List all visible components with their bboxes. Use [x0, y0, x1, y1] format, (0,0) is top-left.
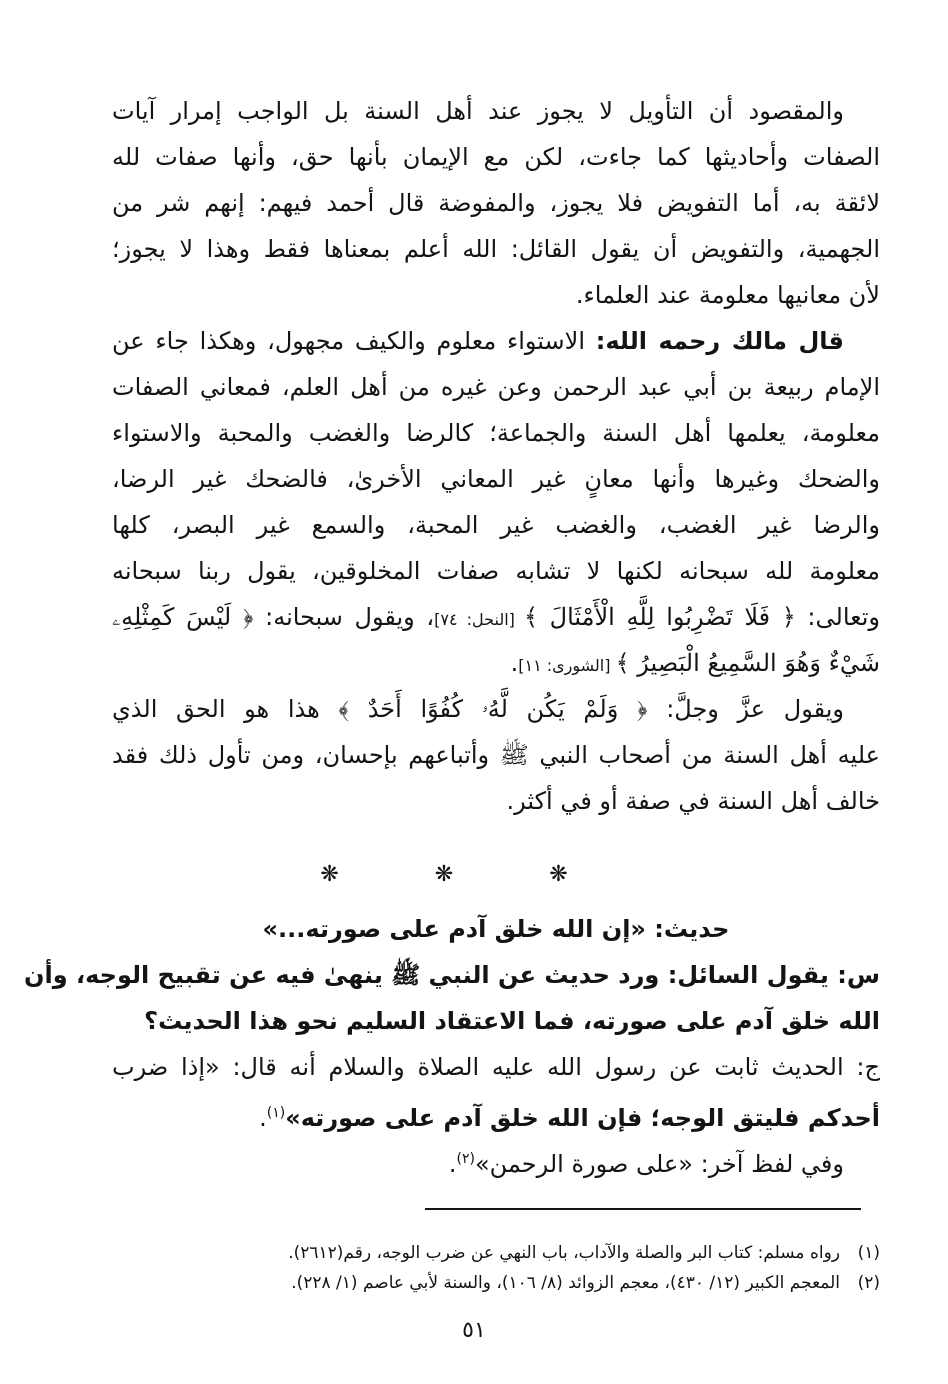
paragraph-1-line-1: والمقصود أن التأويل لا يجوز عند أهل السنة بل الواجب إمرار آيات — [112, 97, 844, 125]
paragraph-2-line-3: معلومة، يعلمها أهل السنة والجماعة؛ كالرضا والغضب والمحبة والاستواء — [112, 419, 880, 447]
star-ornament-icon: ❋ — [320, 862, 399, 887]
heading-quote: «إن الله خلق آدم على صورته...» — [262, 915, 646, 943]
paragraph-2-line-7 — [112, 594, 880, 640]
answer-line-3 — [112, 1136, 880, 1182]
line-text: . — [259, 1104, 267, 1132]
answer-line-1: ج: الحديث ثابت عن رسول الله عليه الصلاة والسلام أنه قال: «إذا ضرب — [112, 1053, 880, 1081]
paragraph-2-line-4: والضحك وغيرها وأنها معانٍ غير المعاني الأخرىٰ، فالضحك غير الرضا، — [112, 465, 880, 493]
paragraph-2-line-5: والرضا غير الغضب، والغضب غير المحبة، والسمع غير البصر، كلها — [112, 511, 880, 539]
line-text: . — [510, 649, 519, 677]
quran-verse-nahl: ﴿ فَلَا تَضْرِبُوا لِلَّهِ الْأَمْثَالَ ﴾ — [523, 603, 796, 631]
paragraph-1-line-3: لائقة به، أما التفويض فلا يجوز، والمفوضة قال أحمد فيهم: إنهم شر من — [112, 189, 880, 217]
footnote-text: المعجم الكبير (١٢/ ٤٣٠)، معجم الزوائد (٨/ ١٠٦)، والسنة لأبي عاصم (١/ ٢٢٨). — [291, 1273, 840, 1293]
hadith-text: أحدكم فليتق الوجه؛ فإن الله خلق آدم على صورته» — [285, 1104, 880, 1132]
quran-verse-shura-start: ﴿ لَيْسَ كَمِثْلِهِۦ — [112, 603, 254, 631]
line-text: ويقول عزَّ وجلَّ: — [647, 695, 844, 723]
paragraph-2-line-1 — [112, 318, 880, 364]
heading-label: حديث: — [645, 915, 730, 943]
star-ornament-icon: ❋ — [549, 862, 628, 887]
hadith-section — [24, 906, 880, 1182]
footnote-marker-2[interactable]: (٢) — [456, 1151, 475, 1167]
malik-quote-lead: قال مالك رحمه الله: — [595, 327, 844, 355]
paragraph-3-line-3: خالف أهل السنة في صفة أو في أكثر. — [506, 787, 880, 815]
answer-line-2 — [112, 1090, 880, 1136]
main-text — [112, 88, 880, 824]
section-heading — [112, 906, 880, 952]
footnote-number: (٢) — [857, 1273, 880, 1293]
quran-verse-shura-end: شَيْءٌ وَهُوَ السَّمِيعُ الْبَصِيرُ ﴾ — [615, 649, 880, 677]
paragraph-1-line-4: الجهمية، والتفويض أن يقول القائل: الله أعلم بمعناها فقط وهذا لا يجوز؛ — [112, 235, 880, 263]
line-text: ، ويقول سبحانه: — [253, 603, 435, 631]
question-line-1: س: يقول السائل: ورد حديث عن النبي ﷺ ينهىٰ فيه عن تقبيح الوجه، وأن — [24, 961, 880, 989]
paragraph-2-line-1-rest: الاستواء معلوم والكيف مجهول، وهكذا جاء عن — [112, 327, 596, 355]
line-text: هذا هو الحق الذي — [112, 695, 339, 723]
paragraph-2-line-6: معلومة لله سبحانه لكنها لا تشابه صفات المخلوقين، يقول ربنا سبحانه — [112, 557, 880, 585]
paragraph-2-line-8 — [112, 640, 880, 686]
footnote-divider — [425, 1208, 861, 1210]
line-text: وفي لفظ آخر: «على صورة الرحمن» — [474, 1150, 844, 1178]
footnote-1 — [112, 1238, 880, 1268]
footnote-number: (١) — [857, 1243, 880, 1263]
footnote-marker-1[interactable]: (١) — [266, 1105, 286, 1121]
section-separator — [0, 862, 948, 887]
paragraph-2-line-2: الإمام ربيعة بن أبي عبد الرحمن وعن غيره من أهل العلم، فمعاني الصفات — [112, 373, 880, 401]
verse-reference-nahl: [النحل: ٧٤] — [434, 610, 524, 629]
question-line-2: الله خلق آدم على صورته، فما الاعتقاد السليم نحو هذا الحديث؟ — [144, 1007, 880, 1035]
paragraph-3-line-2: عليه أهل السنة من أصحاب النبي ﷺ وأتباعهم بإحسان، ومن تأول ذلك فقد — [112, 741, 880, 769]
paragraph-1-line-5: لأن معانيها معلومة عند العلماء. — [575, 281, 880, 309]
footnotes — [112, 1238, 880, 1298]
footnote-text: رواه مسلم: كتاب البر والصلة والآداب، باب النهي عن ضرب الوجه، رقم(٢٦١٢). — [288, 1243, 840, 1263]
footnote-2 — [112, 1268, 880, 1298]
paragraph-1-line-2: الصفات وأحاديثها كما جاءت، لكن مع الإيمان بأنها حق، وأنها صفات لله — [112, 143, 880, 171]
paragraph-3-line-1 — [112, 686, 880, 732]
line-text: . — [448, 1150, 457, 1178]
line-text: وتعالى: — [795, 603, 880, 631]
quran-verse-ikhlas: ﴿ وَلَمْ يَكُن لَّهُۥ كُفُوًا أَحَدٌ ﴾ — [338, 695, 648, 723]
star-ornament-icon: ❋ — [434, 862, 514, 887]
verse-reference-shura: [الشورى: ١١] — [518, 656, 616, 675]
page-number: ٥١ — [462, 1318, 486, 1343]
